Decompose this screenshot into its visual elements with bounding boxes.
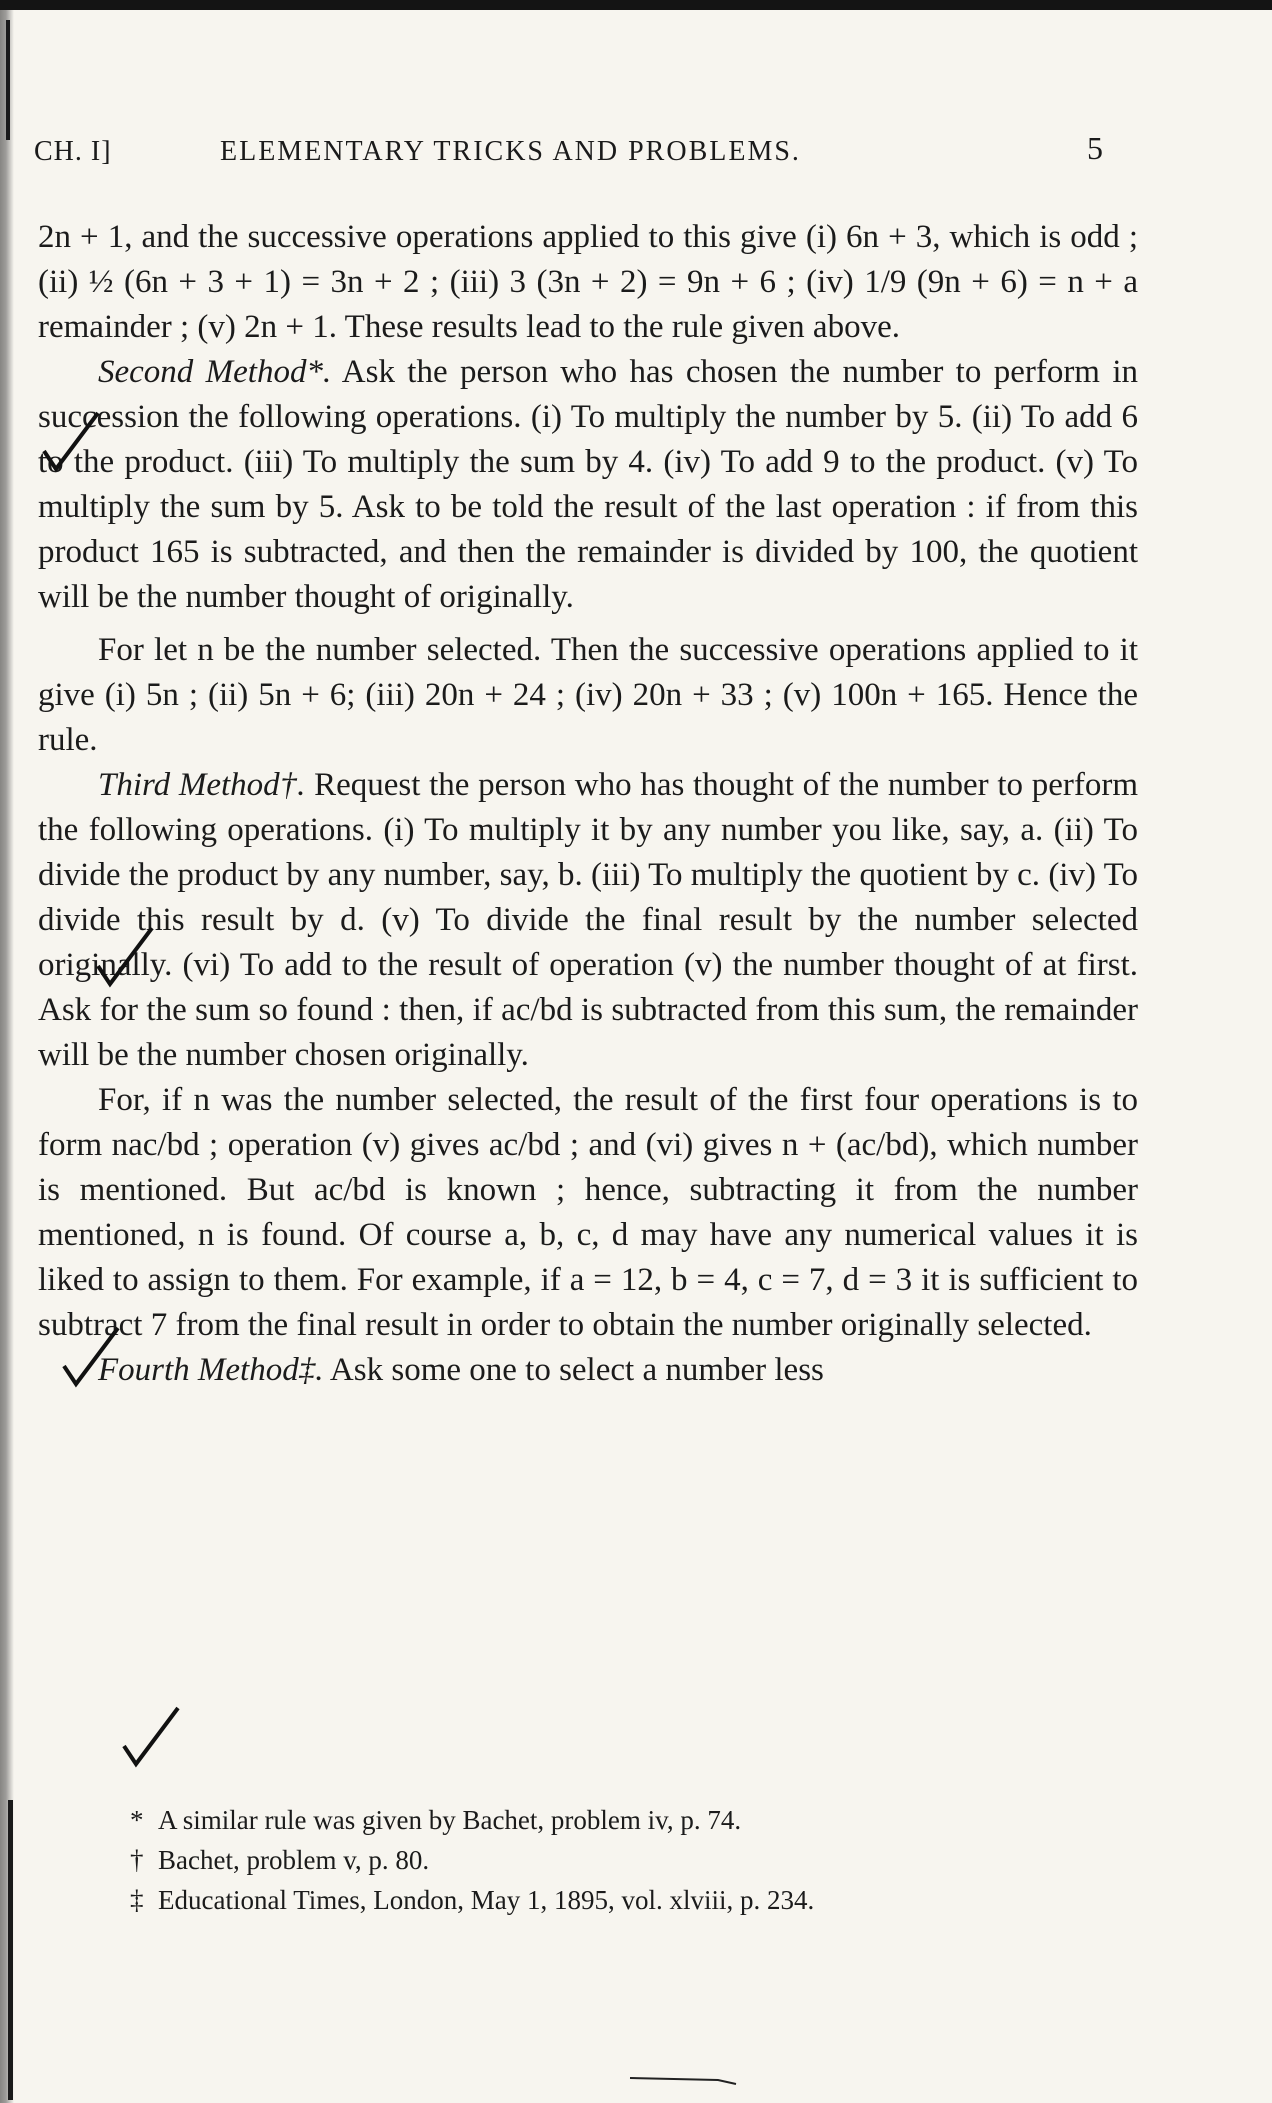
- paragraph: [38, 1078, 1138, 1348]
- footnote: [130, 1840, 1130, 1880]
- paragraph: [38, 1348, 1138, 1393]
- paragraph-text: 2n + 1, and the successive operations applied to this give (i) 6n + 3, which is odd ; (ii) ½ (6n + 3 + 1) = 3n + 2 ; (iii) 3 (3n + 2) = 9n + 6 ; (iv) 1/9 (9n + 6) = n + a remainder ; (v) 2n + 1. These results lead to the rule given above.: [38, 219, 1138, 345]
- paragraph: [38, 215, 1138, 350]
- section-heading: Fourth Method‡.: [98, 1352, 324, 1388]
- section-heading: Third Method†.: [98, 767, 306, 803]
- footnotes: [130, 1800, 1130, 1920]
- footnote-text: Educational Times, London, May 1, 1895, vol. xlviii, p. 234.: [158, 1885, 815, 1915]
- footnote: [130, 1880, 1130, 1920]
- page-number: 5: [1087, 130, 1104, 166]
- paragraph-text: Request the person who has thought of the number to perform the following operations. (i) To multiply it by any number you like, say, a. (ii) To divide the product by any number, say, b. (iii) To multiply the quotient by c. (iv) To divide this result by d. (v) To divide the final result by the number selected originally. (vi) To add to the result of operation (v) the number thought of at first. Ask for the sum so found : then, if ac/bd is subtracted from this sum, the remainder will be the number chosen originally.: [38, 767, 1139, 1073]
- section-heading: Second Method*.: [98, 354, 332, 390]
- footnote-text: A similar rule was given by Bachet, problem iv, p. 74.: [158, 1805, 742, 1835]
- binding-shadow: [0, 10, 26, 2103]
- footnote: [130, 1800, 1130, 1840]
- pencil-tick-mark: [58, 1320, 128, 1390]
- paragraph: [38, 628, 1138, 763]
- chapter-label: CH. I]: [34, 136, 112, 167]
- paragraph-text: Ask the person who has chosen the number to perform in succession the following operations. (i) To multiply the number by 5. (ii) To add 6 to the product. (iii) To multiply the sum by 4. (iv) To add 9 to the product. (v) To multiply the sum by 5. Ask to be told the result of the last operation : if from this product 165 is subtracted, and then the remainder is divided by 100, the quotient will be the number thought of originally.: [38, 354, 1138, 615]
- pencil-tick-mark: [92, 920, 162, 990]
- footnote-symbol: †: [130, 1845, 144, 1875]
- running-title: ELEMENTARY TRICKS AND PROBLEMS.: [220, 136, 801, 167]
- paragraph-text: For, if n was the number selected, the result of the first four operations is to form nac/bd ; operation (v) gives ac/bd ; and (vi) gives n + (ac/bd), which number is mentioned. But ac/bd is known ; hence, subtracting it from the number mentioned, n is found. Of course a, b, c, d may have any numerical values it is liked to assign to them. For example, if a = 12, b = 4, c = 7, d = 3 it is sufficient to subtract 7 from the final result in order to obtain the number originally selected.: [38, 1082, 1138, 1343]
- margin-mark: [6, 20, 10, 140]
- footnote-symbol: *: [130, 1805, 144, 1835]
- paragraph-text: Ask some one to select a number less: [329, 1352, 824, 1388]
- paragraph: [38, 763, 1138, 1078]
- paragraph-text: For let n be the number selected. Then the successive operations applied to it give (i) 5n ; (ii) 5n + 6; (iii) 20n + 24 ; (iv) 20n + 33 ; (v) 100n + 165. Hence the rule.: [38, 632, 1138, 758]
- paragraph: [38, 350, 1138, 620]
- decorative-tail-mark: [628, 2072, 738, 2086]
- footnote-text: Bachet, problem v, p. 80.: [158, 1845, 430, 1875]
- page-top-edge: [0, 0, 1272, 10]
- margin-mark: [8, 1800, 13, 2100]
- running-header: [34, 130, 1124, 170]
- footnote-symbol: ‡: [130, 1885, 144, 1915]
- body-text: [38, 215, 1138, 1393]
- pencil-tick-mark: [38, 405, 108, 475]
- pencil-tick-mark: [118, 1700, 188, 1770]
